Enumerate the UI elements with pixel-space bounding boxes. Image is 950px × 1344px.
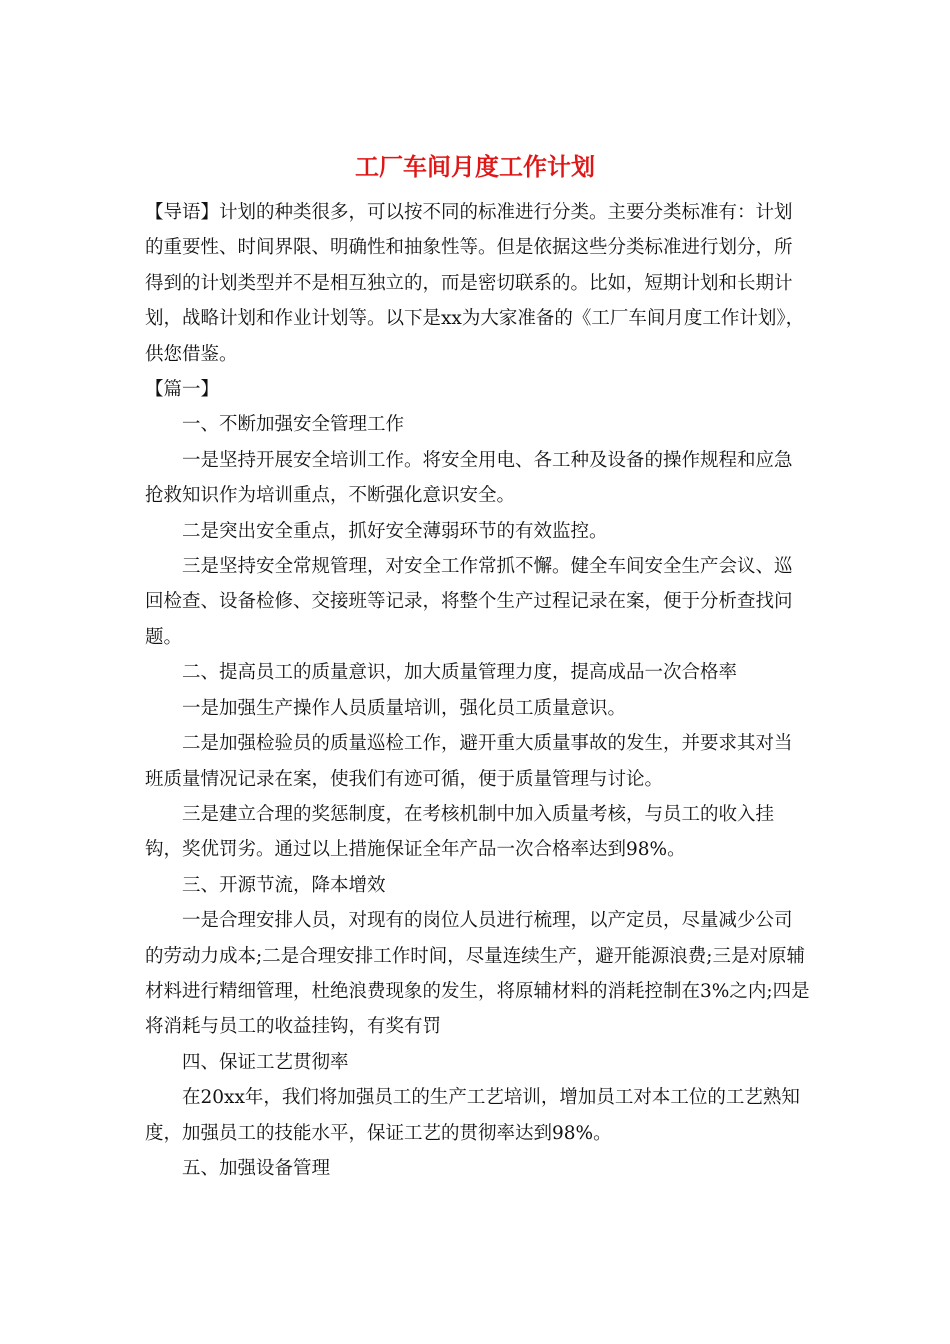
paragraph: 二是突出安全重点，抓好安全薄弱环节的有效监控。 [182,520,608,542]
paragraph: 一是合理安排人员，对现有的岗位人员进行梳理，以产定员，尽量减少公司的劳动力成本;二是合理安排工作时间，尽量连续生产，避开能源浪费;三是对原辅材料进行精细管理，杜绝浪费现象的发生，将原辅材料的消耗控制在3%之内;四是将消耗与员工的收益挂钩，有奖有罚 [145,910,810,1038]
heading-quality: 二、提高员工的质量意识，加大质量管理力度，提高成品一次合格率 [182,662,738,684]
heading-process: 四、保证工艺贯彻率 [182,1051,349,1073]
paragraph: 一是坚持开展安全培训工作。将安全用电、各工种及设备的操作规程和应急抢救知识作为培训重点，不断强化意识安全。 [145,449,793,507]
paragraph: 三是坚持安全常规管理，对安全工作常抓不懈。健全车间安全生产会议、巡回检查、设备检修、交接班等记录，将整个生产过程记录在案，便于分析查找问题。 [145,556,793,648]
heading-cost: 三、开源节流，降本增效 [182,874,386,896]
document-title: 工厂车间月度工作计划 [355,152,595,181]
paragraph: 在20xx年，我们将加强员工的生产工艺培训，增加员工对本工位的工艺熟知度，加强员工的技能水平，保证工艺的贯彻率达到98%。 [145,1087,800,1144]
intro-paragraph: 【导语】计划的种类很多，可以按不同的标准进行分类。主要分类标准有：计划的重要性、时间界限、明确性和抽象性等。但是依据这些分类标准进行划分，所得到的计划类型并不是相互独立的，而是密切联系的。比如，短期计划和长期计划，战略计划和作业计划等。以下是xx为大家准备的《工厂车间月度工作计划》，供您借鉴。 [145,202,805,365]
paragraph: 二是加强检验员的质量巡检工作，避开重大质量事故的发生，并要求其对当班质量情况记录在案，使我们有迹可循，便于质量管理与讨论。 [145,733,793,790]
paragraph: 一是加强生产操作人员质量培训，强化员工质量意识。 [182,697,627,719]
section-marker: 【篇一】 [145,379,220,401]
document-body [145,195,810,1186]
paragraph: 三是建立合理的奖惩制度，在考核机制中加入质量考核，与员工的收入挂钩，奖优罚劣。通过以上措施保证全年产品一次合格率达到98%。 [145,803,775,861]
heading-safety: 一、不断加强安全管理工作 [182,414,405,436]
heading-equipment: 五、加强设备管理 [182,1157,331,1179]
